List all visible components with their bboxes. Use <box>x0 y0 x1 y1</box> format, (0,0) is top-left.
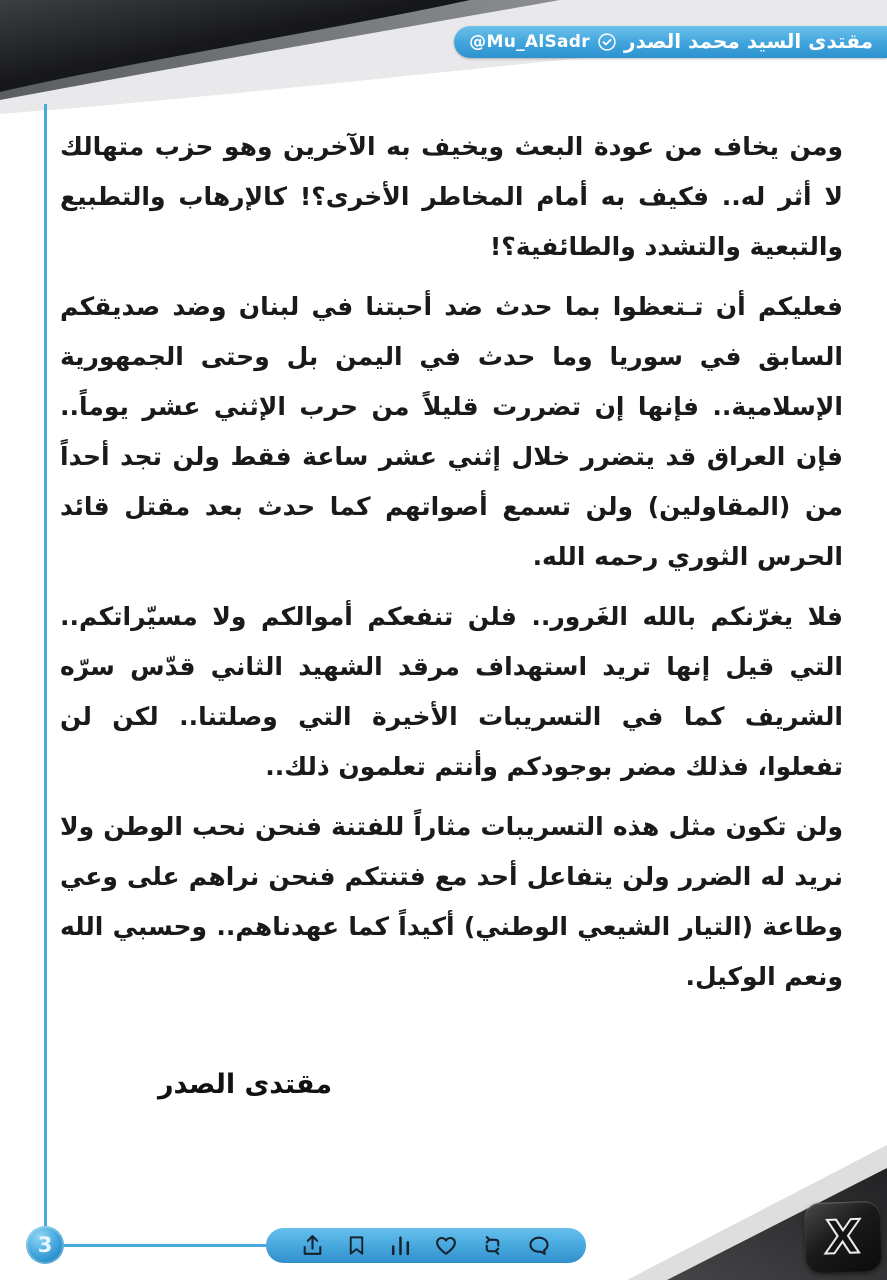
share-icon[interactable] <box>300 1233 325 1258</box>
paragraph-1: ومن يخاف من عودة البعث ويخيف به الآخرين وهو حزب متهالك لا أثر له.. فكيف به أمام المخاطر الأخرى؟! كالإرهاب والتطبيع والتبعية والتشدد والطائفية؟! <box>60 132 843 261</box>
x-logo-glyph: X <box>824 1209 862 1265</box>
account-handle: @Mu_AlSadr <box>469 32 590 52</box>
paragraph-4: ولن تكون مثل هذه التسريبات مثاراً للفتنة فنحن نحب الوطن ولا نريد له الضرر ولن يتفاعل أحد مع فتنتكم فنحن نراهم على وعي وطاعة (التيار الشيعي الوطني) أكيداً كما عهدناهم.. وحسبي الله ونعم الوكيل. <box>60 812 843 991</box>
footer-connector-line <box>58 1244 272 1247</box>
paragraph-2: فعليكم أن تـتعظوا بما حدث ضد أحبتنا في لبنان وضد صديقكم السابق في سوريا وما حدث في اليمن بل وحتى الجمهورية الإسلامية.. فإنها إن تضررت قليلاً من حرب الإثني عشر يوماً.. فإن العراق قد يتضرر خلال إثني عشر ساعة فقط ولن تجد أحداً من (المقاولين) ولن تسمع أصواتهم كما حدث بعد مقتل قائد الحرس الثوري رحمه الله. <box>60 292 843 571</box>
bookmark-icon[interactable] <box>345 1233 368 1258</box>
repost-icon[interactable] <box>479 1233 506 1258</box>
statement-body <box>0 122 887 1110</box>
like-icon[interactable] <box>433 1233 459 1258</box>
verified-badge-icon <box>597 32 617 52</box>
signature: مقتدى الصدر <box>158 1069 333 1100</box>
page-number-badge <box>26 1226 64 1264</box>
analytics-icon[interactable] <box>388 1233 413 1258</box>
paragraph-3: فلا يغرّنكم بالله الغَرور.. فلن تنفعكم أموالكم ولا مسيّراتكم.. التي قيل إنها تريد استهداف مرقد الشهيد الثاني قدّس سرّه الشريف كما في التسريبات الأخيرة التي وصلتنا.. لكن لن تفعلوا، فذلك مضر بوجودكم وأنتم تعلمون ذلك.. <box>60 602 843 781</box>
tweet-action-toolbar <box>266 1228 586 1263</box>
page-number: 3 <box>37 1233 53 1257</box>
account-name: مقتدى السيد محمد الصدر <box>623 29 873 53</box>
x-logo[interactable] <box>804 1201 882 1274</box>
top-header-swoosh <box>0 0 887 132</box>
account-header-pill[interactable] <box>454 26 887 58</box>
reply-icon[interactable] <box>526 1233 552 1258</box>
